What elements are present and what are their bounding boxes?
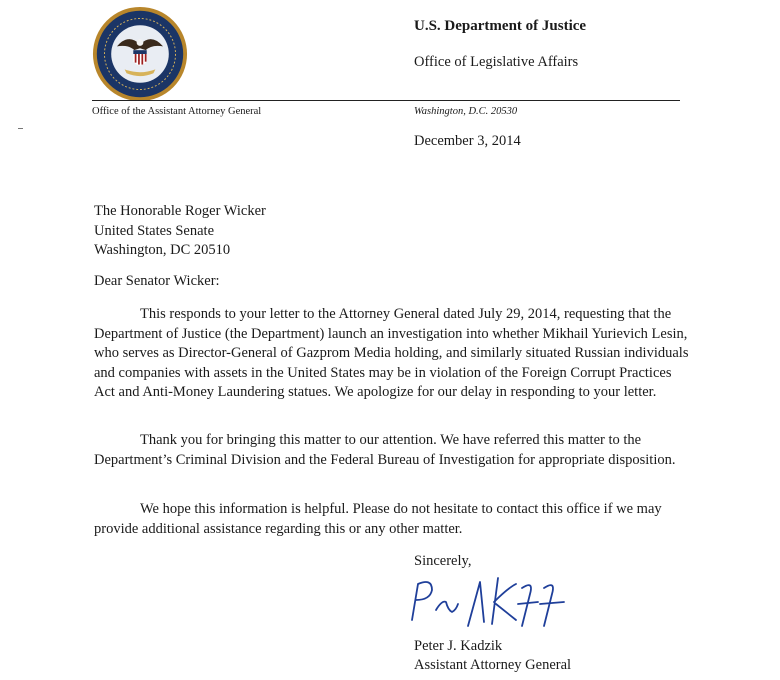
department-title: U.S. Department of Justice [414, 18, 587, 34]
recipient-address [94, 202, 266, 261]
sub-office: Office of the Assistant Attorney General [92, 106, 262, 117]
city-line: Washington, D.C. 20530 [414, 106, 518, 117]
recipient-org: United States Senate [94, 222, 215, 239]
recipient-name: The Honorable Roger Wicker [94, 203, 266, 219]
letterhead-rule [92, 100, 680, 101]
salutation: Dear Senator Wicker: [94, 273, 220, 289]
body-paragraph: This responds to your letter to the Attorney General dated July 29, 2014, requesting that the Department of Justice (the Department) launch an investigation into whether Mikhail Yurievich Lesin, who serves as Director-General of Gazprom Media holding, and similarly situated Russian individuals and companies with assets in the United States may be in violation of the Foreign Corrupt Practices Act and Anti-Money Laundering statues. We apologize for our delay in responding to your letter. [94, 306, 689, 400]
office-name: Office of Legislative Affairs [414, 54, 579, 70]
signatory-title: Assistant Attorney General [414, 657, 572, 673]
body-paragraph: Thank you for bringing this matter to our attention. We have referred this matter to the Department’s Criminal Division and the Federal Bureau of Investigation for appropriate disposition. [94, 432, 676, 468]
margin-mark [18, 128, 23, 129]
signature [398, 570, 588, 630]
body-paragraph: We hope this information is helpful. Please do not hesitate to contact this office if we may provide additional assistance regarding this or any other matter. [94, 501, 662, 537]
signatory-name: Peter J. Kadzik [414, 638, 503, 654]
letter-date: December 3, 2014 [414, 133, 521, 149]
recipient-city: Washington, DC 20510 [94, 242, 231, 258]
closing: Sincerely, [414, 553, 472, 569]
doj-seal-icon [92, 6, 188, 102]
